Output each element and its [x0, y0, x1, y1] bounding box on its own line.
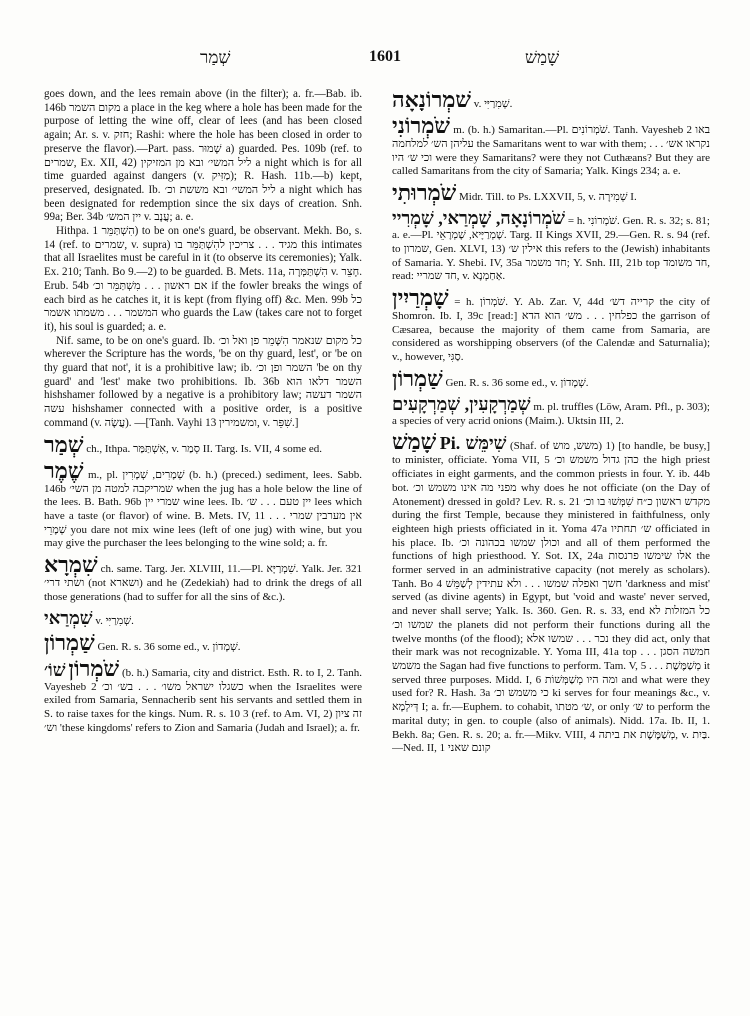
- entry-shomronaah: [392, 88, 710, 112]
- header-left-guide-word: שְׁמַר: [200, 48, 231, 67]
- entry-shomruti: [392, 181, 710, 205]
- right-column: [392, 88, 710, 998]
- entry-shomronaah-variants: [392, 207, 710, 284]
- entry-shamash: [392, 430, 710, 755]
- definition: ch., Ithpa. אִשְׁתַּמַּר, v. סְמַר II. Targ. Is. VII, 4 some ed.: [86, 442, 323, 455]
- definition: m. pl. truffles (Löw, Aram. Pfl., p. 303); a species of very acrid onions (Maim.). Uktsin III, 2.: [392, 400, 710, 427]
- entry-shemar-ch: [44, 433, 362, 457]
- headword: שֹׁמְרוֹנִי: [392, 113, 450, 138]
- entry-shemer: [44, 459, 362, 552]
- entry-shamron-2: [392, 367, 710, 391]
- definition: (b. h.) Samaria, city and district. Esth. R. to I, 2. Tanh. Vayesheb 2 כשגלו ישראל משו׳ . . . בש׳ וכ׳ when the Israelites were exiled from Samaria, Sennacherib sent his servants and settled them in S. to raise taxes for the kings. Num. R. s. 10 3 (ref. to Am. VI, 2) זה ציון וש׳ 'these kingdoms' refers to Zion and Samaria (Judah and Israel); a. fr.: [44, 666, 362, 734]
- entry-shomroni: [392, 114, 710, 179]
- headword: שָׁמְרַיִין: [392, 284, 449, 310]
- headword: שַׁמְרוֹן: [44, 629, 95, 655]
- entry-shimrai: [44, 607, 362, 629]
- headword: שְׁמַר: [44, 431, 84, 457]
- headword: שֹׁמְרוֹנָאָה, שָׁמְרַאי, שָׁמְרִיי: [392, 208, 565, 229]
- definition: = h. שֹׁמְרוֹנִי. Gen. R. s. 32; s. 81; a. e.—Pl. שָׁמְרַיָּיא, שָׁמְרָאֵי. Targ. II Kings XVII, 29.—Gen. R. s. 94 (ref. to שמרון, Gen. XLVI, 13) אילין ש׳ this refers to the (Jewish) inhabitants of Samaria. Y. Shebi. IV, 35a חד משמר; Y. Snh. III, 21b top חד משומד, read: חד שמריי, v. אַחַמְנָא.: [392, 215, 710, 283]
- definition: m., pl. שְׁמָרִים, שְׁמָרִין (b. h.) (preced.) sediment, lees. Sabb. 146b שמריקבה למטה מן השי׳ when the jug has a hole below the line of the lees. B. Bath. 96b שמרי יין wine lees. Ib. יין טעם . . . ש׳ lees which have a taste (or flavor) of wine. B. Mets. IV, 11 אין מערבין שמרי . . . שְׁמָרֵי you dare not mix wine lees (left of one jug) with wine, but you may give the purchaser the lees belonging to the wine sold; a. fr.: [44, 468, 362, 550]
- definition: ch. same. Targ. Jer. XLVIII, 11.—Pl. שִׁמְרַיָּא. Yalk. Jer. 321 ושתי דרי׳ (not ושארא) and he (Zedekiah) had to drink the dregs of all those generations (had to suffer for all the sins of &c.).: [44, 563, 362, 603]
- page-header: [0, 44, 750, 68]
- headword: שֹׁמְרוֹן: [68, 655, 120, 681]
- entry-shomron: [44, 657, 362, 736]
- headword: שִׁמְרָא: [44, 552, 98, 578]
- page-number: 1601: [369, 48, 401, 65]
- entry-shimra: [44, 553, 362, 604]
- headword-variant: שׁוֹ׳: [44, 659, 66, 680]
- definition: Gen. R. s. 36 some ed., v. שְׁמָדוֹן.: [97, 640, 241, 653]
- entry-shamrayin: [392, 286, 710, 365]
- definition: m. (b. h.) Samaritan.—Pl. שֹׁמְרוֹנִים. Tanh. Vayesheb 2 באו עליהן הש׳ למלחמה the Samaritans went to war with them; נקראו אש׳ . . . וכי ש׳ היו were they Samaritans? were they not Cuthæans? But they are called Samaritans from the city of Samaria; Yalk. Kings 234; a. e.: [392, 124, 710, 178]
- definition: = h. שֹׁמְרוֹן. Y. Ab. Zar. V, 44d קרייה דש׳ the city of Shomron. Ib. I, 39c [read:] כפלחין . . . מש׳ הוא הדא the garrison of Cæsarea, because the majority of them came from Samaria, are considered as worshipping observers (of the Calendæ and Saturnalia); v., however, סַגִּי.: [392, 295, 710, 364]
- entry-shamron: [44, 631, 362, 655]
- headword: שַׁמְרוֹן: [392, 365, 443, 391]
- definition: (Shaf. of משש, מוש) 1) [to handle, be busy,] to minister, officiate. Yoma VII, 5 כהן גדול משמש וכ׳ the high priest officiates in eight garments, and the common priests in four. Y. ib. 44b bot. מפני מה אינו משמש וכ׳ why does he not officiate (on the Day of Atonement) dressed in gold? Lev. R. s. 21 מקדש ראשון כ״ח שִׁמְּשׁוּ בו וכ׳ during the first Temple, because they ministered in faithfulness, only eighteen high priests officiated in it. Yoma 47a ש׳ תחתיו officiated in his place. Ib. וכולן שמשו בכהונה וכ׳ and all of them performed the functions of high priesthood. Y. Sot. IX, 24a אלו שימשו פרנסות the former served in an administrative capacity (not merely as scholars). Tanh. Bo 4 חשך ואפלה שמשו . . . ולא עתידין לְשַׁמֵּשׁ 'darkness and mist' served (as divine agents) in Egypt, but 'void and waste' never served, and never shall serve; Yalk. Is. 360. Gen. R. s. 33, end כל המזלות לא שמשו וכ׳ the planets did not perform their functions during all the twelve months (of the flood); נכר . . . שמשו אלא they did act, only that their mark was not recognizable. Y. Yoma III, 41a top . . . חמשה הסגן משמש the Sagan had five functions to perform. Tam. V, 5 . . . מְשַׁמֶּשֶׁת it served three purposes. Midd. I, 6 ומה היו מְשַׁמְּשׁוֹת and what were they used for? R. Hash. 3a כי משמש וכ׳ ki serves for four meanings &c., v. דְּילְמָא I; a. fr.—Euphem. to cohabit, ש׳ מטתו, or only ש׳ to perform the marital duty; in gen. to couple (also of animals). Nidd. 17a. Ib. II, 1. Bekh. 8a; Gen. R. s. 20; a. fr.—Mikv. VIII, 4 מְשַׁמֶּשֶׁת את ביתה, v. בַּיִת.—Ned. II, 1 קונם שאני: [392, 440, 710, 755]
- headword: שָׁמַשׁ: [392, 429, 437, 455]
- definition: v. שְׁמִרַיִּי.: [473, 98, 513, 110]
- definition: Gen. R. s. 36 some ed., v. שְׁמָדוֹן.: [445, 376, 589, 389]
- headword: שִׁמְרַאי: [44, 607, 93, 628]
- entry-hithpa: Hithpa. הִשְׁתַּמֵּר 1) to be on one's guard, be observant. Mekh. Bo, s. 14 (ref. to שמרים, v. supra) מגיד . . . צריכין להִשְׁתַּמֵּר בו this intimates that all Israelites must be careful in it (to observe its ceremonies); Yalk. Ex. 210; Tanh. Bo 9.—2) to be guarded. B. Mets. 11a, הִשְׁתַּמְּרָה v. חָצֵר. Erub. 54b אם ראשון . . . מִשְׁתַּמֵּר וכ׳ if the fowler breaks the wings of each bird as he catches it, it is kept (from flying off) &c. Men. 99b כל המשמר . . . משמתו אשמר who guards the Law (takes care not to forget it), his soul is guarded; a. e.: [44, 225, 362, 333]
- headword: שְׁמַרְקָעִין, שְׁמַרְקָעִים: [392, 393, 531, 414]
- headword-variant: Pi. שִׁימֵּשׁ: [439, 433, 507, 454]
- headword: שֹׁמְרוּתִי: [392, 180, 457, 206]
- headword: שׁמְרוֹנָאָה: [392, 88, 471, 112]
- entry-continuation: goes down, and the lees remain above (in the filter); a. fr.—Bab. ib. 146b מקום השמר a place in the keg where a hole has been made for the purpose of letting the wine off, clear of lees (and has been closed again; Ar. s. v. חזק; Rashi: where the hole has been closed in order to preserve the flavor).—Part. pass. שָׁמוּר a) guarded. Pes. 109b (ref. to שמרים, Ex. XII, 42) ליל המשי׳ ובא מן המזיקין a night which is for all time guarded against dangers (v. מַזִּיק); R. Hash. 11b.—b) kept, preserved, designated. Ib. ליל המשי׳ ובא מששת וכ׳ a night which has been designated for redemption since the six days of creation. Snh. 99a; Ber. 34b יין המש׳ v. עֲנָב; a. e.: [44, 88, 362, 224]
- header-right-guide-word: שָׁמַשׁ: [525, 48, 560, 67]
- definition: v. שְׁמִרַיִּי.: [95, 614, 134, 627]
- headword: שֶׁמֶר: [44, 457, 84, 483]
- definition: Midr. Till. to Ps. LXXVII, 5, v. שְׁמִירָה I.: [459, 191, 637, 204]
- entry-shemarkain: [392, 393, 710, 429]
- entry-nif: Nif. same, to be on one's guard. Ib. כל מקום שנאמר הִשָּׁמֵר פן ואל וכ׳ wherever the Scripture has the words, 'be on thy guard, lest', or 'be on thy guard that not', it is a prohibitive law; ib. השמר ופן וכ׳ 'be on thy guard' and 'lest' make two prohibitions. Ib. 36b השמר דלאו הוא hishshamer followed by a negative is a prohibitory law; השמר דעשה עשה hishshamer connected with a positive order, is a positive command (v. עֲשָׂה). —[Tanh. Vayhi 13 ומשמירין, v. שִׁפֵּר.]: [44, 334, 362, 429]
- left-column: [44, 88, 362, 998]
